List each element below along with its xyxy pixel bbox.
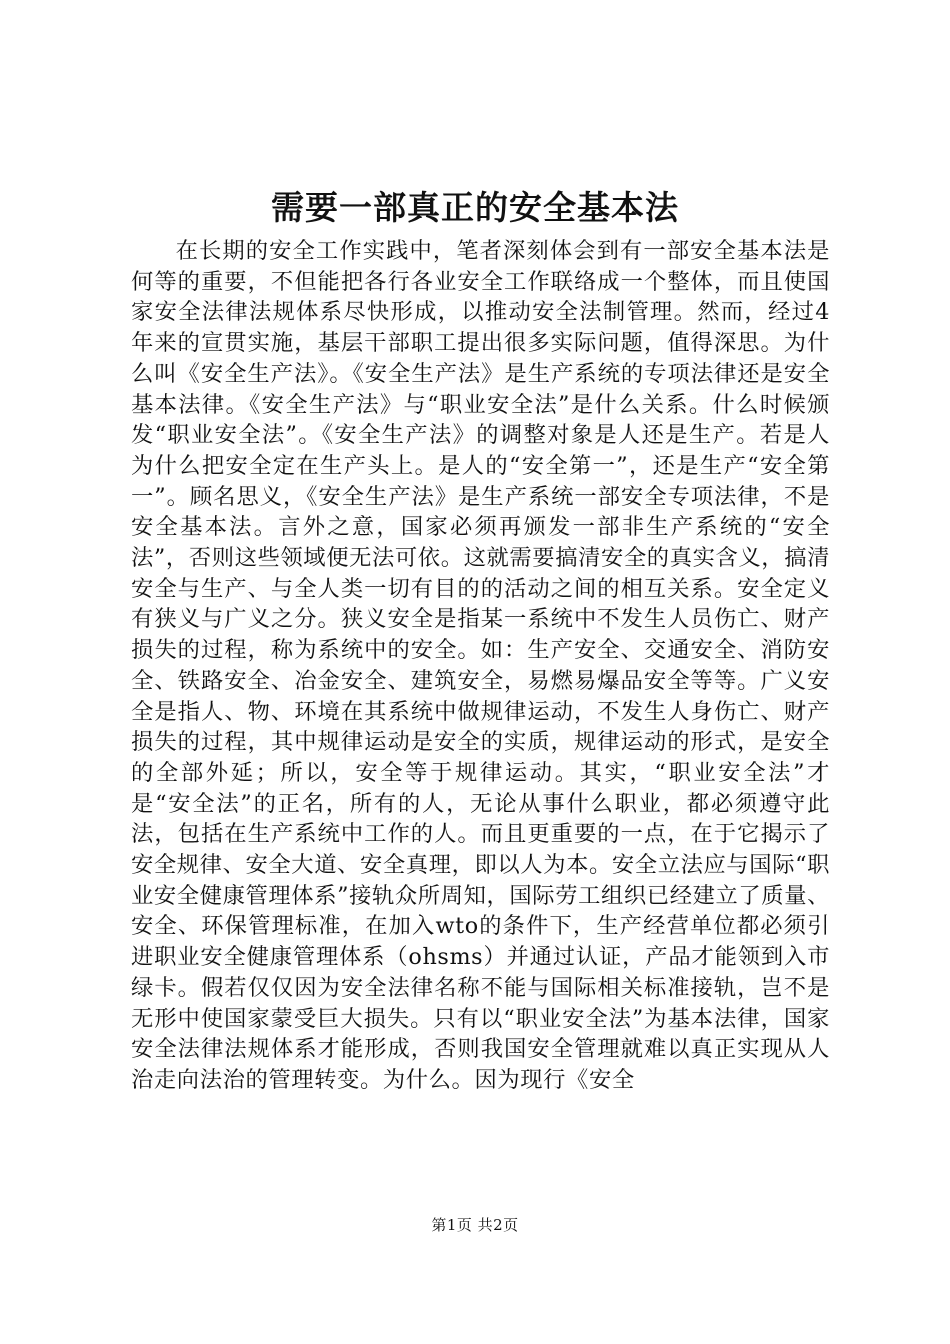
page-footer: 第1页 共2页 [431,1216,519,1234]
document-title: 需要一部真正的安全基本法 [271,188,679,227]
body-paragraph: 在长期的安全工作实践中，笔者深刻体会到有一部安全基本法是何等的重要，不但能把各行各业安全工作联络成一个整体，而且使国家安全法律法规体系尽快形成，以推动安全法制管理。然而，经过4年来的宣贯实施，基层干部职工提出很多实际问题，值得深思。为什么叫《安全生产法》。《安全生产法》是生产系统的专项法律还是安全基本法律。《安全生产法》与“职业安全法”是什么关系。什么时候颁发“职业安全法”。《安全生产法》的调整对象是人还是生产。若是人为什么把安全定在生产头上。是人的“安全第一”，还是生产“安全第一”。顾名思义，《安全生产法》是生产系统一部安全专项法律，不是安全基本法。言外之意，国家必须再颁发一部非生产系统的“安全法”，否则这些领域便无法可依。这就需要搞清安全的真实含义，搞清安全与生产、与全人类一切有目的的活动之间的相互关系。安全定义有狭义与广义之分。狭义安全是指某一系统中不发生人员伤亡、财产损失的过程，称为系统中的安全。如：生产安全、交通安全、消防安全、铁路安全、冶金安全、建筑安全，易燃易爆品安全等等。广义安全是指人、物、环境在其系统中做规律运动，不发生人身伤亡、财产损失的过程，其中规律运动是安全的实质，规律运动的形式，是安全的全部外延；所以，安全等于规律运动。其实，“职业安全法”才是“安全法”的正名，所有的人，无论从事什么职业，都必须遵守此法，包括在生产系统中工作的人。而且更重要的一点，在于它揭示了安全规律、安全大道、安全真理，即以人为本。安全立法应与国际“职业安全健康管理体系”接轨众所周知，国际劳工组织已经建立了质量、安全、环保管理标准，在加入wto的条件下，生产经营单位都必须引进职业安全健康管理体系（ohsms）并通过认证，产品才能领到入市绿卡。假若仅仅因为安全法律名称不能与国际相关标准接轨，岂不是无形中使国家蒙受巨大损失。只有以“职业安全法”为基本法律，国家安全法律法规体系才能形成，否则我国安全管理就难以真正实现从人治走向法治的管理转变。为什么。因为现行《安全 [131,238,830,1093]
